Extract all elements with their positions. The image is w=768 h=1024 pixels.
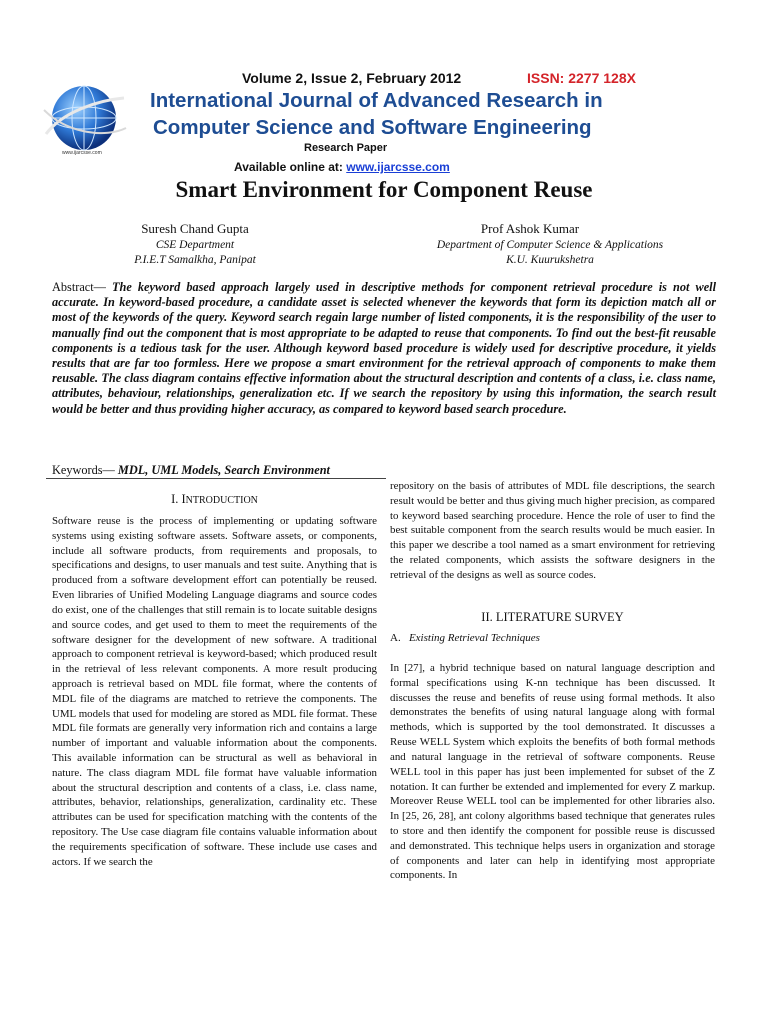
subsection-letter: A. (390, 632, 401, 644)
paper-type: Research Paper (304, 142, 388, 154)
paper-title: Smart Environment for Component Reuse (175, 177, 593, 202)
journal-link[interactable]: www.ijarcsse.com (346, 160, 450, 174)
volume-issue: Volume 2, Issue 2, February 2012 (242, 70, 462, 86)
logo-url-text: www.ijarcsse.com (62, 150, 102, 156)
intro-title: NTRODUCTION (185, 495, 258, 506)
issn: ISSN: 2277 128X (527, 70, 636, 86)
available-online (234, 160, 450, 174)
subsection-heading (390, 632, 715, 644)
literature-survey-text: In [27], a hybrid technique based on natural language description and formal specifications using K-nn technique has been discussed. It discusses the reuse and benefits of reuse using formal methods. It also demonstrates the benefits of using natural language along with formal methods, which is supported by the tool demonstrated. It discusses a Reuse WELL System which exploits the benefits of both formal methods and natural language in the retrieval of software components. Reuse WELL tool in this paper has just been implemented for subset of the Z notation. It can further be extended and implemented for every Z markup. Moreover Reuse WELL tool can be implemented for other libraries also. In [25, 26, 28], ant colony algorithms based technique that generates rules to store and then identify the component for possible reuse is discussed and demonstrated. This technique helps users in organization and storage of components and later can help in identifying most appropriate components. In (390, 662, 715, 882)
journal-title-line1: International Journal of Advanced Research in (150, 89, 603, 112)
author-2-affiliation (400, 238, 700, 268)
section-heading-introduction (52, 492, 377, 507)
abstract-text: The keyword based approach largely used in descriptive methods for component retrieval procedure is not well accurate. In keyword-based procedure, a candidate asset is selected whenever the keywords that form its depiction match all or most of the keywords of the query. Keyword search regain large number of listed components, it is the responsibility of the user to manually find out the component that is most appropriate to be adapted to reuse that components. To find out the best-fit reusable components is a tedious task for the user. Although keyword based procedure is widely used for descriptive procedure, it yields results that are far too formless. Here we propose a smart environment for the retrieval approach of components to make them reusable. The class diagram contains effective information about the structural description and contents of a class, i.e. class name, attributes, behaviour, relationships, generalization etc. If we search the repository by using this information, the search result would be better and thus providing higher accuracy, as compared to keyword based search procedure. (52, 280, 716, 416)
keywords-label: Keywords— (52, 463, 115, 477)
author-1-inst: P.I.E.T Samalkha, Panipat (134, 254, 256, 266)
author-1-name: Suresh Chand Gupta (141, 221, 249, 236)
section-heading-literature-survey: II. LITERATURE SURVEY (481, 610, 624, 624)
keywords (52, 463, 392, 478)
journal-title-line2: Computer Science and Software Engineering (153, 116, 592, 139)
abstract-label: Abstract— (52, 280, 106, 294)
introduction-continued-text: repository on the basis of attributes of MDL file descriptions, the search result would be better and thus giving much higher precision, as compared to keyword based searching procedure. Hence the role of user to find the best suitable component from the search results would be much easier. In this paper we describe a tool named as a smart environment for retrieving the related components, which assists the software designers in the retrieval of the designs as well as source codes. (390, 480, 715, 581)
author-2-inst: K.U. Kuurukshetra (506, 254, 594, 266)
available-prefix: Available online at: (234, 160, 347, 174)
subsection-title: Existing Retrieval Techniques (408, 632, 540, 644)
author-2-name: Prof Ashok Kumar (480, 221, 580, 236)
keywords-text: MDL, UML Models, Search Environment (114, 463, 330, 477)
author-2-dept: Department of Computer Science & Applications (436, 239, 664, 251)
introduction-text: Software reuse is the process of implementing or updating software systems using existing software assets. Software assets, or components, include all software products, from requirements and proposals, to specifications and designs, to user manuals and test suite. Anything that is produced from a software development effort can potentially be reused. Even libraries of Unified Modeling Language diagrams and source codes do exist, one of the challenges that still remain is to locate suitable designs and source codes, and get used to them to meet the requirements of the software designer for the development of new software. A traditional approach to component retrieval is keyword-based; which produced result in the retrieval of less relevant components. A more result producing approach is retrieval based on MDL file format, where the contents of MDL file of the diagrams are matched to retrieve the components. The UML models that used for modeling are stored as MDL file format. These MDL file formats are generally very information rich and contains a large number of important and valuable information about the components. This available information can be structural as well as behavioral in nature. The class diagram MDL file format have valuable information about the structural description and contents of a class, i.e. class name, attributes, behavior, relationships, generalization, cardinality etc. These attributes can be used for specification matching with the contents of the repository. The Use case diagram file contains valuable information about the requirements specification of software. These include use cases and actors. If we search the (52, 515, 377, 868)
keywords-divider (46, 478, 386, 479)
abstract (52, 280, 716, 417)
author-1-dept: CSE Department (155, 239, 235, 251)
author-1-affiliation (105, 238, 285, 268)
intro-numeral: I. I (171, 492, 186, 506)
